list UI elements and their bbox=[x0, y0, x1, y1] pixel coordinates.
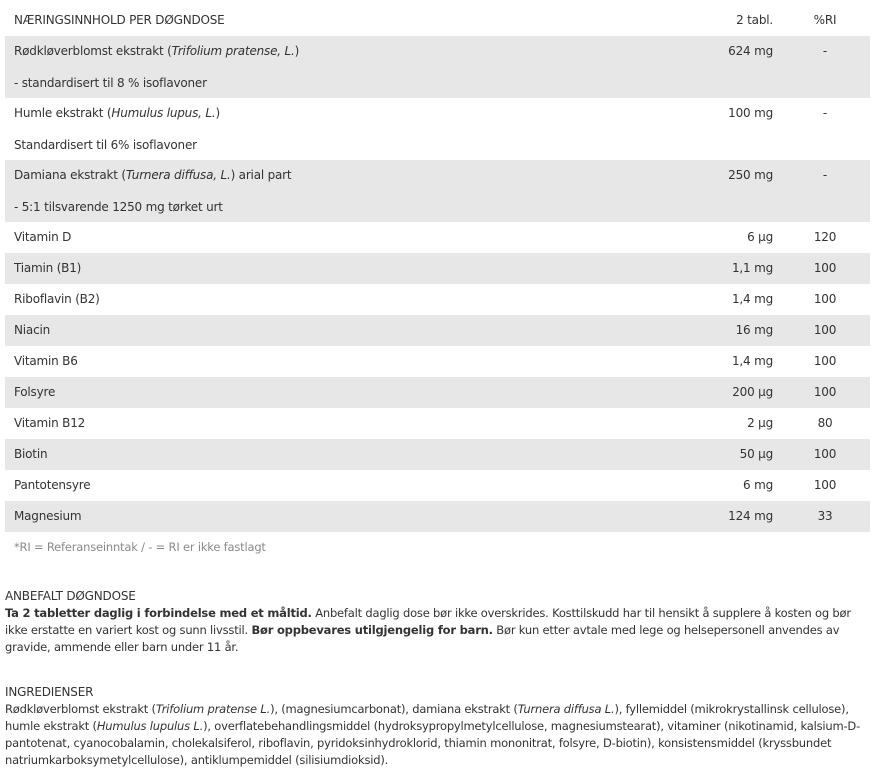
row-ri: 120 bbox=[813, 230, 837, 244]
header-title: NÆRINGSINNHOLD PER DØGNDOSE bbox=[14, 13, 225, 27]
row-ri: 33 bbox=[817, 509, 833, 523]
row-name: Tiamin (B1) bbox=[14, 261, 82, 275]
row-name: Vitamin D bbox=[14, 230, 72, 244]
table-row bbox=[5, 501, 870, 532]
table-row bbox=[5, 346, 870, 377]
ingredients-title: INGREDIENSER bbox=[5, 685, 94, 699]
row-ri: - bbox=[822, 44, 828, 58]
table-row bbox=[5, 222, 870, 253]
row-amount: 1,4 mg bbox=[731, 354, 773, 368]
row-ri: - bbox=[822, 168, 828, 182]
row-ri: - bbox=[822, 106, 828, 120]
row-amount: 100 mg bbox=[728, 106, 773, 120]
row-name: Vitamin B6 bbox=[14, 354, 78, 368]
row-ri: 100 bbox=[813, 354, 837, 368]
row-amount: 1,1 mg bbox=[731, 261, 773, 275]
row-name: Damiana ekstrakt (Turnera diffusa, L.) arial part bbox=[14, 168, 292, 182]
row-name: Niacin bbox=[14, 323, 51, 337]
row-ri: 100 bbox=[813, 323, 837, 337]
row-subtext: - 5:1 tilsvarende 1250 mg tørket urt bbox=[14, 200, 223, 214]
row-subtext: - standardisert til 8 % isoflavoner bbox=[14, 76, 207, 90]
row-amount: 124 mg bbox=[728, 509, 773, 523]
row-ri: 100 bbox=[813, 478, 837, 492]
row-subtext: Standardisert til 6% isoflavoner bbox=[14, 138, 197, 152]
table-row bbox=[5, 439, 870, 470]
row-ri: 100 bbox=[813, 292, 837, 306]
nutrition-table bbox=[5, 5, 870, 563]
row-amount: 16 mg bbox=[735, 323, 773, 337]
table-row bbox=[5, 160, 870, 222]
table-row bbox=[5, 284, 870, 315]
dosage-title: ANBEFALT DØGNDOSE bbox=[5, 589, 136, 603]
dosage-text: Ta 2 tabletter daglig i forbindelse med et måltid. Anbefalt daglig dose bør ikke overskrides. Kosttilskudd har til hensikt å supplere å kosten og bør ikke erstatte en variert kost og sunn livsstil. Bør oppbevares utilgjengelig for barn. Bør kun etter avtale med lege og helsepersonell anvendes av gravide, ammende eller barn under 11 år. bbox=[5, 606, 851, 654]
row-name: Humle ekstrakt (Humulus lupus, L.) bbox=[14, 106, 220, 120]
row-amount: 6 mg bbox=[743, 478, 773, 492]
table-row bbox=[5, 377, 870, 408]
dosage-section bbox=[5, 588, 867, 656]
row-name: Vitamin B12 bbox=[14, 416, 86, 430]
row-name: Rødkløverblomst ekstrakt (Trifolium pratense, L.) bbox=[14, 44, 300, 58]
row-name: Biotin bbox=[14, 447, 48, 461]
row-name: Riboflavin (B2) bbox=[14, 292, 100, 306]
row-name: Folsyre bbox=[14, 385, 56, 399]
row-amount: 50 µg bbox=[739, 447, 773, 461]
table-row bbox=[5, 315, 870, 346]
ri-footnote-row bbox=[5, 532, 870, 563]
header-ri: %RI bbox=[813, 13, 837, 27]
table-header bbox=[5, 5, 870, 36]
row-amount: 2 µg bbox=[747, 416, 773, 430]
table-row bbox=[5, 408, 870, 439]
table-row bbox=[5, 98, 870, 160]
row-amount: 250 mg bbox=[728, 168, 773, 182]
row-amount: 200 µg bbox=[732, 385, 773, 399]
row-name: Pantotensyre bbox=[14, 478, 91, 492]
table-row bbox=[5, 36, 870, 98]
row-amount: 6 µg bbox=[747, 230, 773, 244]
header-amount: 2 tabl. bbox=[736, 13, 773, 27]
row-name: Magnesium bbox=[14, 509, 82, 523]
table-row bbox=[5, 470, 870, 501]
row-amount: 624 mg bbox=[728, 44, 773, 58]
ri-footnote: *RI = Referanseinntak / - = RI er ikke fastlagt bbox=[14, 540, 266, 554]
row-amount: 1,4 mg bbox=[731, 292, 773, 306]
row-ri: 100 bbox=[813, 261, 837, 275]
row-ri: 100 bbox=[813, 447, 837, 461]
ingredients-section bbox=[5, 684, 867, 769]
row-ri: 100 bbox=[813, 385, 837, 399]
ingredients-text: Rødkløverblomst ekstrakt (Trifolium pratense L.), (magnesiumcarbonat), damiana ekstrakt (Turnera diffusa L.), fyllemiddel (mikrokrystallinsk cellulose), humle ekstrakt (Humulus lupulus L.), overflatebehandlingsmiddel (hydroksypropylmetylcellulose, magnesiumstearat), vitaminer (nikotinamid, kalsium-D-pantotenat, cyanocobalamin, cholekalsiferol, riboflavin, pyridoksinhydroklorid, thiamin mononitrat, folsyre, D-biotin), konsistensmiddel (kryssbundet natriumkarboksymetylcellulose), antiklumpemiddel (silisiumdioksid). bbox=[5, 702, 861, 767]
row-ri: 80 bbox=[817, 416, 833, 430]
table-row bbox=[5, 253, 870, 284]
